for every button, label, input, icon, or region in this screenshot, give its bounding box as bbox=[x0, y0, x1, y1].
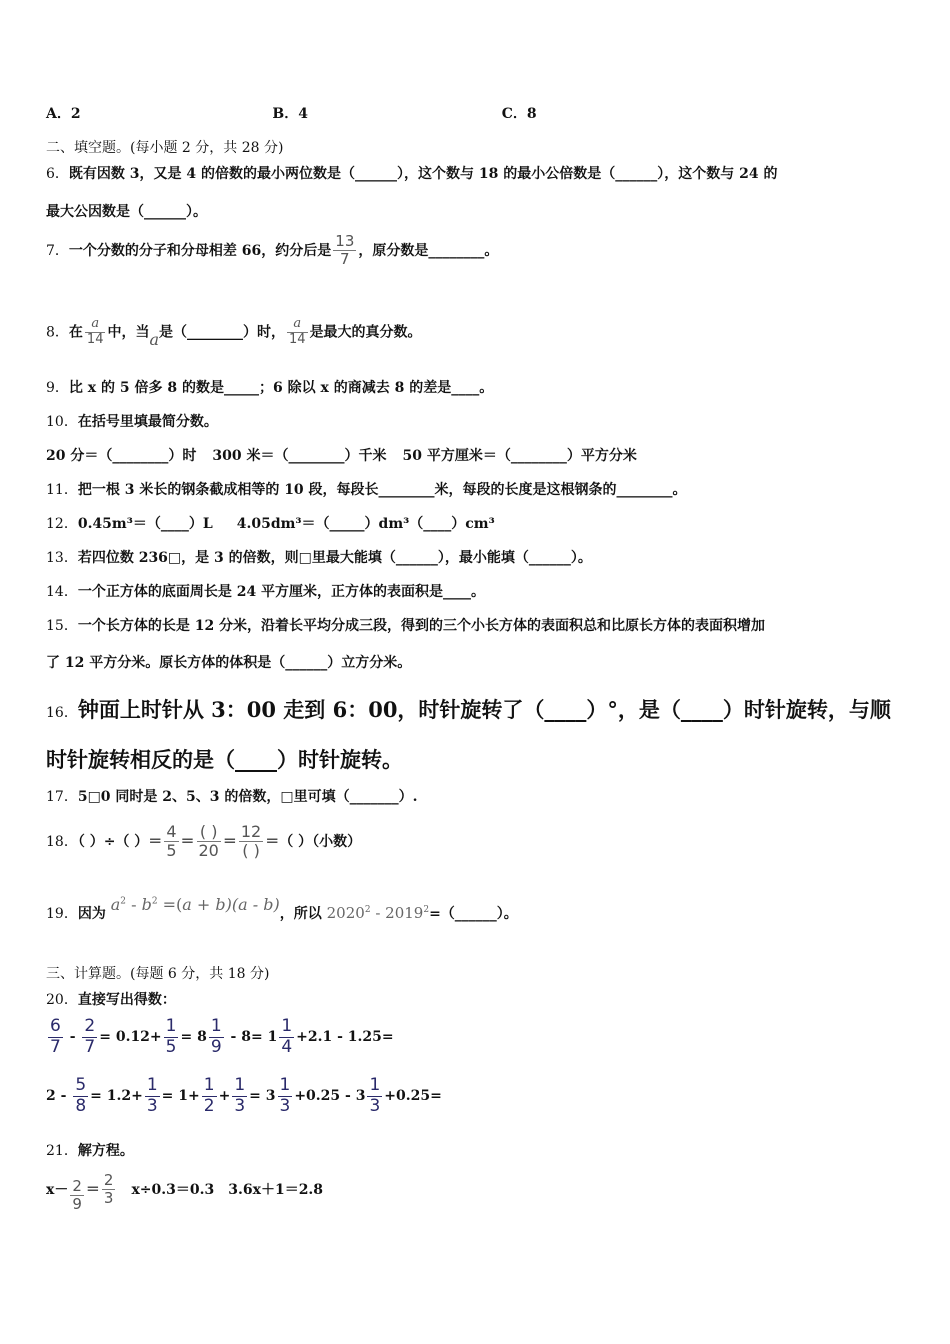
question-11 bbox=[46, 479, 687, 499]
fraction: $\frac{2}{9}$ bbox=[72, 1177, 82, 1214]
question-text: 一个长方体的长是 12 分米，沿着长平均分成三段，得到的三个小长方体的表面积总和比原长方体的表面积增加 bbox=[77, 618, 766, 634]
fraction: $\frac{1}{5}$ bbox=[165, 1016, 177, 1057]
question-15-line2: 了 12 平方分米。原长方体的体积是（______）立方分米。 bbox=[46, 655, 412, 671]
question-number: 11． bbox=[46, 482, 78, 498]
question-number: 9． bbox=[46, 380, 69, 396]
question-16-line2: 时针旋转相反的是（____）时针旋转。 bbox=[46, 747, 403, 772]
calc-text: +2.1 - 1.25= bbox=[296, 1029, 394, 1046]
fraction: $\frac{a}{14}$ bbox=[86, 316, 104, 347]
question-7 bbox=[46, 233, 498, 269]
calc-row-1 bbox=[46, 1017, 394, 1057]
question-text: 若四位数 236□，是 3 的倍数，则□里最大能填（______），最小能填（______）。 bbox=[77, 550, 592, 566]
question-text: ＝（ ）（小数） bbox=[265, 833, 362, 850]
fraction: $\frac{a}{14}$ bbox=[289, 316, 306, 347]
question-text: 解方程。 bbox=[77, 1143, 134, 1159]
calc-text: = 1.2+ bbox=[90, 1088, 143, 1105]
question-8 bbox=[46, 317, 422, 348]
question-text: 在括号里填最简分数。 bbox=[77, 414, 218, 430]
question-number: 8． bbox=[46, 324, 69, 341]
question-14 bbox=[46, 581, 485, 601]
fraction: $\frac{1}{3}$ bbox=[369, 1075, 381, 1116]
equation-text: 3.6x＋1＝2.8 bbox=[228, 1181, 324, 1198]
question-20 bbox=[46, 989, 176, 1009]
question-number: 6． bbox=[46, 166, 69, 182]
calc-text: 2 - bbox=[46, 1088, 72, 1105]
fraction: $\frac{1}{2}$ bbox=[203, 1075, 215, 1116]
question-number: 10． bbox=[46, 414, 78, 430]
fraction: $\frac{1}{3}$ bbox=[146, 1075, 158, 1116]
question-number: 21． bbox=[46, 1143, 78, 1159]
equals-sign: ＝ bbox=[180, 833, 195, 850]
fraction: $\frac{1}{4}$ bbox=[281, 1016, 293, 1057]
question-15 bbox=[46, 615, 765, 635]
question-text: 把一根 3 米长的钢条截成相等的 10 段，每段长________米，每段的长度是这根钢条的________。 bbox=[77, 482, 687, 498]
question-text: 是最大的真分数。 bbox=[309, 324, 422, 341]
fraction: $\frac{6}{7}$ bbox=[50, 1016, 61, 1057]
choice-c: C．8 bbox=[501, 106, 537, 122]
calc-row-2 bbox=[46, 1076, 442, 1116]
question-text: 中，当 bbox=[107, 324, 150, 341]
variable: a bbox=[149, 330, 160, 350]
formula: $a^2 - b^2 =(a + b)(a - b)$ bbox=[110, 895, 280, 914]
question-number: 15． bbox=[46, 618, 78, 634]
question-number: 16． bbox=[46, 705, 78, 721]
question-text: ，所以 bbox=[279, 906, 322, 922]
blank-part: 300 米＝（________）千米 bbox=[212, 448, 387, 464]
fraction: $\frac{1}{9}$ bbox=[210, 1016, 222, 1057]
question-text: 5□0 同时是 2、5、3 的倍数，□里可填（_______）. bbox=[77, 789, 418, 805]
fraction: $\frac{1}{3}$ bbox=[279, 1075, 291, 1116]
question-18 bbox=[46, 823, 361, 861]
question-text: 因为 bbox=[77, 906, 106, 922]
question-number: 14． bbox=[46, 584, 78, 600]
question-text: 比 x 的 5 倍多 8 的数是_____；6 除以 x 的商减去 8 的差是____。 bbox=[68, 380, 494, 396]
question-text: 一个分数的分子和分母相差 66，约分后是 bbox=[68, 242, 332, 259]
calc-text: - 8= 1 bbox=[225, 1029, 278, 1046]
question-10 bbox=[46, 411, 218, 431]
equation-text: x－ bbox=[46, 1181, 69, 1198]
blank-part: 0.45m³＝（____）L bbox=[77, 516, 213, 532]
question-text: 是（________）时， bbox=[159, 324, 286, 341]
equation-text: x÷0.3＝0.3 bbox=[131, 1181, 215, 1198]
fraction: $\frac{4}{5}$ bbox=[166, 822, 177, 861]
question-19 bbox=[46, 895, 518, 923]
choice-b: B．4 bbox=[272, 106, 308, 122]
equations-row bbox=[46, 1171, 324, 1214]
section2-title: 二、填空题。(每小题 2 分，共 28 分) bbox=[46, 140, 284, 156]
calc-text: = 1+ bbox=[161, 1088, 200, 1105]
fraction: $\frac{2}{7}$ bbox=[84, 1016, 96, 1057]
fraction: $\frac{5}{8}$ bbox=[75, 1075, 87, 1116]
question-text: ，原分数是________。 bbox=[358, 242, 499, 259]
question-16 bbox=[46, 694, 891, 724]
question-6 bbox=[46, 163, 778, 183]
question-text: 钟面上时针从 3：00 走到 6：00，时针旋转了（____）°，是（____）时针旋转，与顺 bbox=[77, 697, 891, 722]
question-text: 既有因数 3，又是 4 的倍数的最小两位数是（______），这个数与 18 的最小公倍数是（______），这个数与 24 的 bbox=[68, 166, 778, 182]
question-number: 18． bbox=[46, 833, 78, 850]
choices-row bbox=[46, 103, 537, 123]
section3-title: 三、计算题。(每题 6 分，共 18 分) bbox=[46, 966, 270, 982]
expression: 2020$^2$ - 2019$^2$ bbox=[326, 904, 430, 922]
choice-a: A．2 bbox=[46, 106, 81, 122]
calc-text: = 0.12+ bbox=[99, 1029, 162, 1046]
fraction: $\frac{2}{3}$ bbox=[103, 1171, 114, 1208]
fraction: $\frac{1}{3}$ bbox=[234, 1075, 246, 1116]
fraction: ( ) 20 bbox=[198, 822, 219, 861]
blank-part: 20 分＝（________）时 bbox=[46, 448, 197, 464]
calc-text: = 8 bbox=[180, 1029, 207, 1046]
calc-text: +0.25 - 3 bbox=[294, 1088, 366, 1105]
question-text: （ ）÷（ ）＝ bbox=[77, 833, 163, 850]
question-number: 19． bbox=[46, 906, 78, 922]
question-number: 17． bbox=[46, 789, 78, 805]
fraction: 12 ( ) bbox=[240, 822, 262, 861]
question-10-parts bbox=[46, 445, 637, 465]
blank-part: 4.05dm³＝（_____）dm³（____）cm³ bbox=[236, 516, 495, 532]
question-number: 12． bbox=[46, 516, 78, 532]
question-text: 直接写出得数： bbox=[77, 992, 176, 1008]
fraction: $\frac{13}{7}$ bbox=[335, 232, 355, 269]
question-text: =（______）。 bbox=[429, 906, 518, 922]
question-9 bbox=[46, 377, 493, 397]
question-number: 20． bbox=[46, 992, 78, 1008]
operator: + bbox=[218, 1088, 231, 1105]
question-12 bbox=[46, 513, 495, 533]
question-21 bbox=[46, 1140, 134, 1160]
blank-part: 50 平方厘米＝（________）平方分米 bbox=[402, 448, 637, 464]
equals-sign: ＝ bbox=[85, 1181, 100, 1198]
question-17 bbox=[46, 786, 418, 806]
equals-sign: ＝ bbox=[222, 833, 237, 850]
calc-text: +0.25= bbox=[384, 1088, 442, 1105]
question-6-line2: 最大公因数是（______）。 bbox=[46, 204, 207, 220]
question-13 bbox=[46, 547, 592, 567]
question-text: 一个正方体的底面周长是 24 平方厘米，正方体的表面积是____。 bbox=[77, 584, 486, 600]
question-text: 在 bbox=[68, 324, 83, 341]
question-number: 7． bbox=[46, 242, 69, 259]
operator: - bbox=[64, 1029, 81, 1046]
calc-text: = 3 bbox=[249, 1088, 276, 1105]
question-number: 13． bbox=[46, 550, 78, 566]
